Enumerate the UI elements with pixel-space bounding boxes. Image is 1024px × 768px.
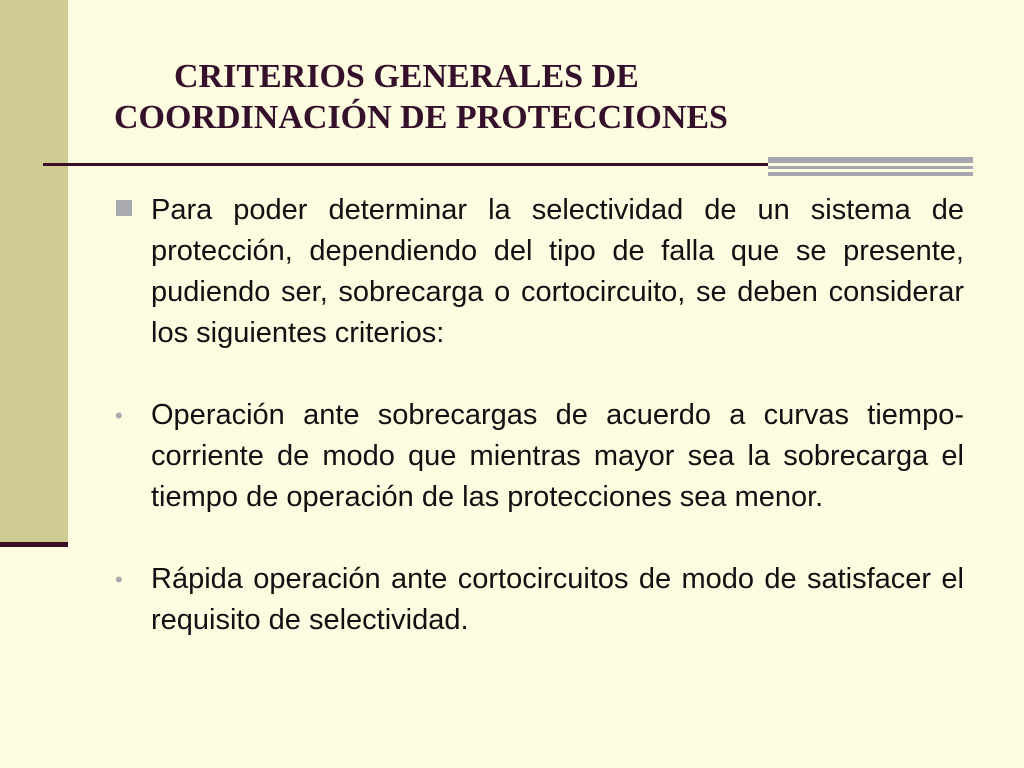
bullet-item (112, 190, 964, 354)
left-decorative-rule (0, 542, 68, 547)
dot-bullet-icon: • (115, 567, 123, 592)
accent-bar (768, 166, 973, 169)
left-decorative-band (0, 0, 68, 545)
square-bullet-icon (116, 200, 132, 216)
bullet-item (112, 559, 964, 641)
title-line-1: CRITERIOS GENERALES DE (174, 58, 639, 95)
slide-title (114, 56, 974, 138)
accent-bars (768, 157, 973, 179)
bullet-item (112, 395, 964, 518)
slide-body (112, 190, 964, 641)
bullet-text: Para poder determinar la selectividad de un sistema de protección, dependiendo del tipo de falla que se presente, pudiendo ser, sobrecarga o cortocircuito, se deben considerar los siguientes criterios: (151, 194, 964, 349)
bullet-text: Rápida operación ante cortocircuitos de modo de satisfacer el requisito de selectividad. (151, 563, 964, 636)
title-line-2: COORDINACIÓN DE PROTECCIONES (114, 99, 728, 136)
bullet-text: Operación ante sobrecargas de acuerdo a curvas tiempo-corriente de modo que mientras mayor sea la sobrecarga el tiempo de operación de las protecciones sea menor. (151, 399, 964, 513)
accent-bar (768, 157, 973, 163)
dot-bullet-icon: • (115, 403, 123, 428)
title-divider (43, 163, 768, 166)
accent-bar (768, 172, 973, 176)
